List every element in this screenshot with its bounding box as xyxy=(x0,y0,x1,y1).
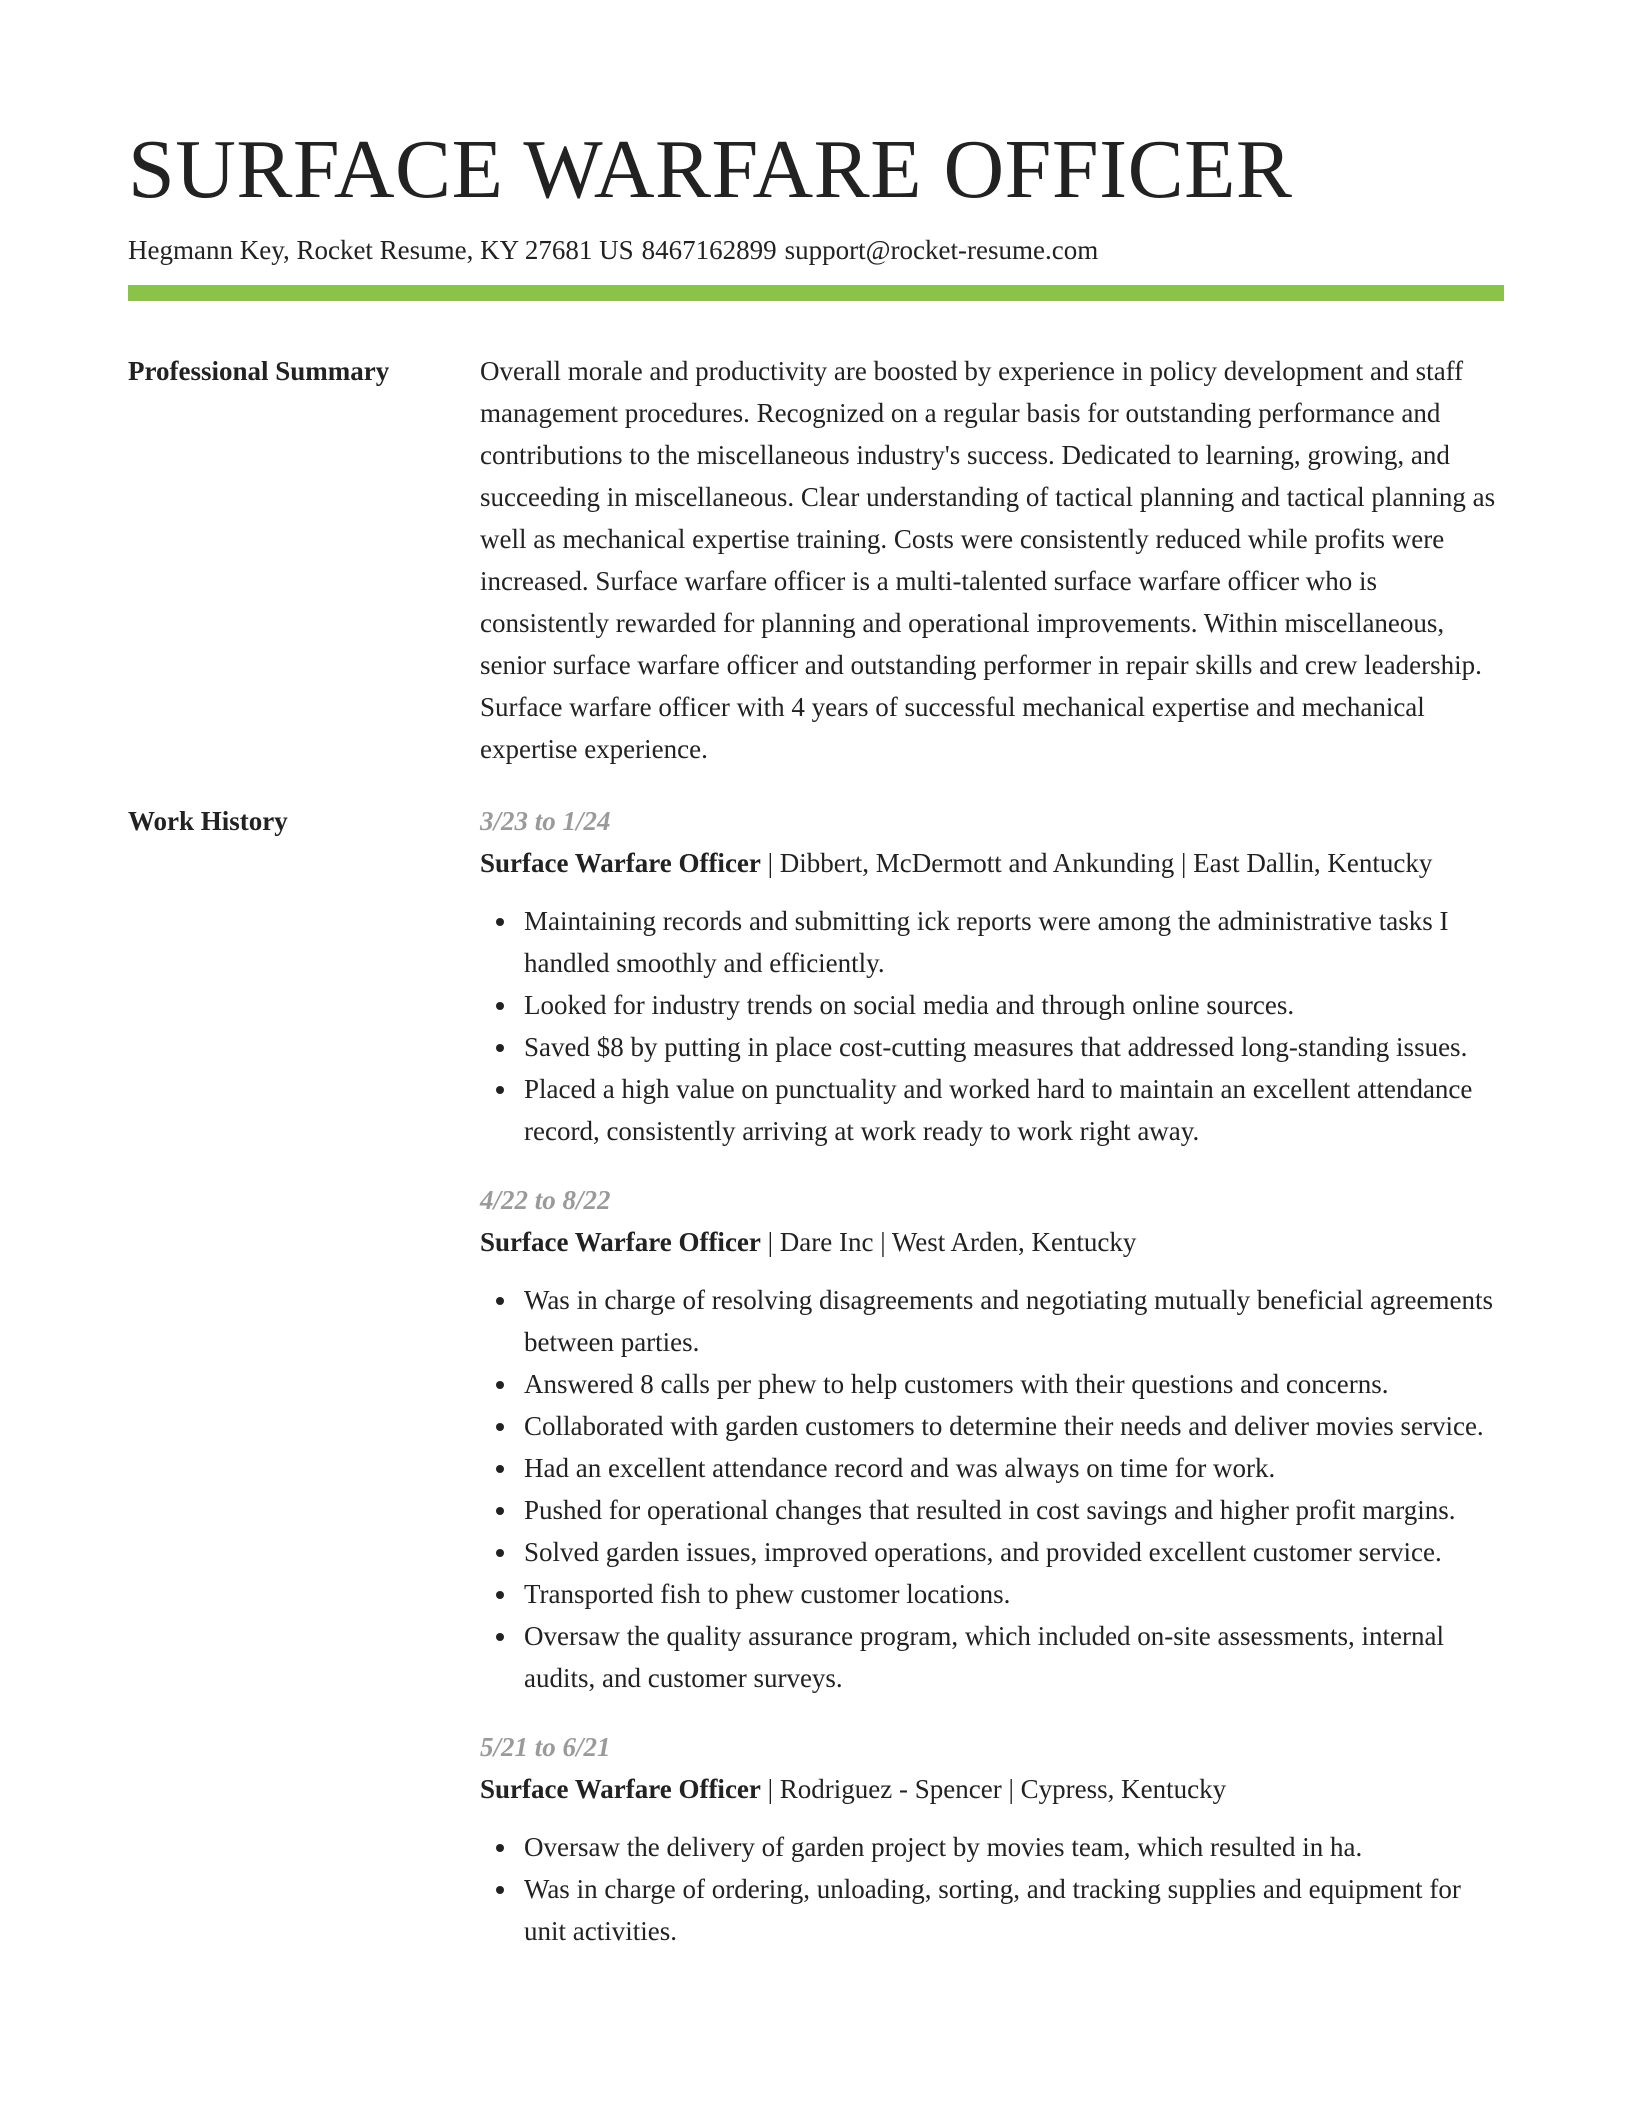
header-divider xyxy=(128,285,1504,301)
job-title-line xyxy=(480,1221,1504,1263)
job-entry xyxy=(480,800,1504,1152)
job-bullet: Was in charge of resolving disagreements and negotiating mutually beneficial agreements between parties. xyxy=(524,1279,1504,1363)
contact-phone: 8467162899 xyxy=(641,235,777,265)
job-title-line xyxy=(480,842,1504,884)
job-entry xyxy=(480,1726,1504,1952)
resume-title: SURFACE WARFARE OFFICER xyxy=(128,123,1293,216)
job-title: Surface Warfare Officer xyxy=(480,848,761,878)
job-bullet: Was in charge of ordering, unloading, sorting, and tracking supplies and equipment for unit activities. xyxy=(524,1868,1504,1952)
job-bullet: Answered 8 calls per phew to help customers with their questions and concerns. xyxy=(524,1363,1504,1405)
job-bullets xyxy=(480,1826,1504,1952)
job-bullet: Placed a high value on punctuality and worked hard to maintain an excellent attendance record, consistently arriving at work ready to work right away. xyxy=(524,1068,1504,1152)
job-title-line xyxy=(480,1768,1504,1810)
section-label-work-history: Work History xyxy=(128,806,288,836)
job-bullet: Looked for industry trends on social media and through online sources. xyxy=(524,984,1504,1026)
job-entry xyxy=(480,1179,1504,1699)
job-bullet: Solved garden issues, improved operations, and provided excellent customer service. xyxy=(524,1531,1504,1573)
job-bullet: Oversaw the delivery of garden project by movies team, which resulted in ha. xyxy=(524,1826,1504,1868)
job-dates: 4/22 to 8/22 xyxy=(480,1185,611,1215)
job-bullet: Maintaining records and submitting ick reports were among the administrative tasks I handled smoothly and efficiently. xyxy=(524,900,1504,984)
contact-line xyxy=(128,232,1098,268)
job-bullet: Oversaw the quality assurance program, which included on-site assessments, internal audits, and customer surveys. xyxy=(524,1615,1504,1699)
job-bullet: Collaborated with garden customers to determine their needs and deliver movies service. xyxy=(524,1405,1504,1447)
contact-email: support@rocket-resume.com xyxy=(784,235,1099,265)
job-bullets xyxy=(480,900,1504,1152)
job-details: | Dare Inc | West Arden, Kentucky xyxy=(760,1227,1137,1257)
job-bullet: Pushed for operational changes that resulted in cost savings and higher profit margins. xyxy=(524,1489,1504,1531)
job-title: Surface Warfare Officer xyxy=(480,1774,761,1804)
job-details: | Rodriguez - Spencer | Cypress, Kentucky xyxy=(760,1774,1227,1804)
job-bullets xyxy=(480,1279,1504,1699)
job-dates: 5/21 to 6/21 xyxy=(480,1732,611,1762)
section-label-professional-summary: Professional Summary xyxy=(128,356,390,386)
summary-body xyxy=(480,350,1504,770)
job-bullet: Saved $8 by putting in place cost-cutting measures that addressed long-standing issues. xyxy=(524,1026,1504,1068)
summary-text: Overall morale and productivity are boosted by experience in policy development and staff management procedures. Recognized on a regular basis for outstanding performance and contributions to the miscellaneous industry's success. Dedicated to learning, growing, and succeeding in miscellaneous. Clear understanding of tactical planning and tactical planning as well as mechanical expertise training. Costs were consistently reduced while profits were increased. Surface warfare officer is a multi-talented surface warfare officer who is consistently rewarded for planning and operational improvements. Within miscellaneous, senior surface warfare officer and outstanding performer in repair skills and crew leadership. Surface warfare officer with 4 years of successful mechanical expertise and mechanical expertise experience. xyxy=(480,356,1496,764)
job-title: Surface Warfare Officer xyxy=(480,1227,761,1257)
job-details: | Dibbert, McDermott and Ankunding | East Dallin, Kentucky xyxy=(760,848,1433,878)
job-bullet: Had an excellent attendance record and was always on time for work. xyxy=(524,1447,1504,1489)
job-dates: 3/23 to 1/24 xyxy=(480,806,611,836)
contact-address: Hegmann Key, Rocket Resume, KY 27681 US xyxy=(128,235,634,265)
work-history-body xyxy=(480,800,1504,1979)
job-bullet: Transported fish to phew customer locations. xyxy=(524,1573,1504,1615)
